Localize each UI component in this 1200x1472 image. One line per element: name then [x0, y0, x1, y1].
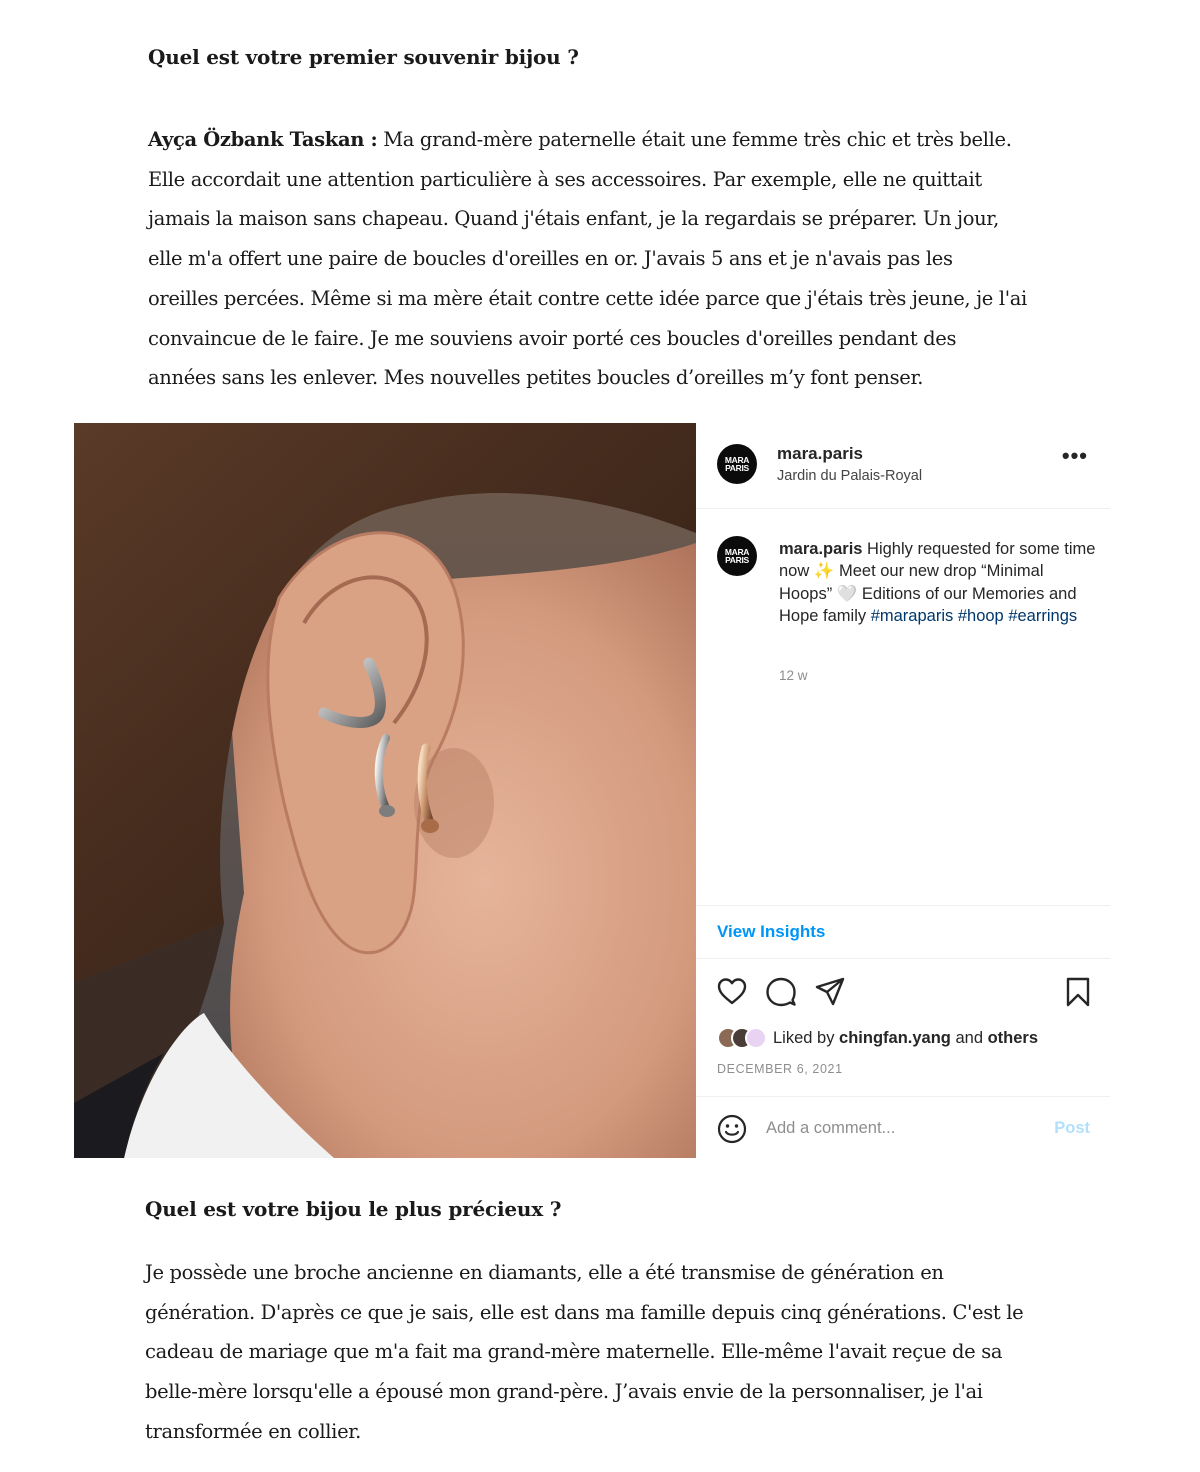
post-age[interactable]: 12 w: [779, 668, 808, 683]
divider: [696, 905, 1110, 906]
divider: [696, 1096, 1110, 1097]
post-photo[interactable]: [74, 423, 696, 1158]
heart-icon[interactable]: [716, 976, 748, 1008]
likes-summary: Liked by chingfan.yang and others: [773, 1028, 1039, 1047]
question-heading-2: Quel est votre bijou le plus précieux ?: [145, 1197, 562, 1221]
more-horizontal-icon[interactable]: •••: [1061, 443, 1088, 468]
instagram-embed: [74, 423, 1110, 1158]
liker-username-link[interactable]: chingfan.yang: [839, 1028, 951, 1047]
answer-paragraph-2: [145, 1253, 1055, 1452]
divider: [696, 508, 1110, 509]
paragraph-line: génération. D'après ce que je sais, elle est dans ma famille depuis cinq générations. C'est le: [145, 1300, 1024, 1324]
liker-avatar[interactable]: [745, 1027, 767, 1049]
paragraph-line: Ayça Özbank Taskan : Ma grand-mère paternelle était une femme très chic et très belle.: [148, 128, 1012, 151]
paragraph-line: oreilles percées. Même si ma mère était contre cette idée parce que j'étais très jeune, je l'ai: [148, 286, 1027, 310]
post-date[interactable]: DECEMBER 6, 2021: [717, 1062, 843, 1076]
hashtag-link[interactable]: #hoop: [957, 606, 1004, 625]
question-heading-1: Quel est votre premier souvenir bijou ?: [148, 45, 579, 69]
action-bar: [696, 976, 1110, 1010]
bookmark-icon[interactable]: [1062, 976, 1094, 1008]
sparkle-emoji: ✨: [813, 562, 835, 581]
caption-avatar[interactable]: MARA PARIS: [717, 536, 757, 576]
paragraph-line: elle m'a offert une paire de boucles d'oreilles en or. J'avais 5 ans et je n'avais pas les: [148, 247, 953, 271]
likes-others-link[interactable]: others: [987, 1028, 1039, 1047]
paragraph-line: transformée en collier.: [145, 1419, 361, 1443]
post-sidebar: [696, 423, 1110, 1158]
caption-username-link[interactable]: mara.paris: [779, 540, 863, 558]
comment-row: [696, 1111, 1110, 1158]
post-caption: mara.paris Highly requested for some time now ✨ Meet our new drop “Minimal Hoops” 🤍 Editions of our Memories and Hope family #maraparis #hoop #earrings: [779, 540, 1096, 625]
paragraph-line: belle-mère lorsqu'elle a épousé mon grand-père. J’avais envie de la personnaliser, je l'ai: [145, 1380, 983, 1404]
post-comment-button[interactable]: Post: [1054, 1119, 1090, 1137]
profile-avatar[interactable]: MARA PARIS: [717, 444, 757, 484]
paragraph-line: Elle accordait une attention particulière à ses accessoires. Par exemple, elle ne quittait: [148, 167, 982, 191]
emoji-icon[interactable]: [717, 1114, 747, 1144]
hashtag-link[interactable]: #maraparis: [870, 606, 954, 625]
answer-paragraph-1: [148, 120, 1058, 398]
paragraph-line: convaincue de le faire. Je me souviens avoir porté ces boucles d'oreilles pendant des: [148, 326, 957, 350]
comment-icon[interactable]: [765, 976, 797, 1008]
paragraph-line: cadeau de mariage que m'a fait ma grand-mère maternelle. Elle-même l'avait reçue de sa: [145, 1340, 1003, 1364]
speaker-name: Ayça Özbank Taskan :: [148, 128, 378, 151]
comment-input[interactable]: Add a comment...: [766, 1119, 896, 1137]
paragraph-line: jamais la maison sans chapeau. Quand j'étais enfant, je la regardais se préparer. Un jour,: [148, 207, 999, 231]
likes-row: [717, 1026, 1038, 1050]
location-link[interactable]: Jardin du Palais-Royal: [777, 468, 923, 484]
paragraph-line: Je possède une broche ancienne en diamants, elle a été transmise de génération en: [145, 1261, 944, 1284]
divider: [696, 958, 1110, 959]
hashtag-link[interactable]: #earrings: [1008, 606, 1078, 625]
paragraph-line: années sans les enlever. Mes nouvelles petites boucles d’oreilles m’y font penser.: [148, 366, 924, 390]
profile-username-link[interactable]: mara.paris: [777, 444, 863, 463]
view-insights-link[interactable]: View Insights: [717, 922, 826, 941]
share-icon[interactable]: [814, 976, 846, 1008]
white-heart-emoji: 🤍: [836, 584, 858, 603]
